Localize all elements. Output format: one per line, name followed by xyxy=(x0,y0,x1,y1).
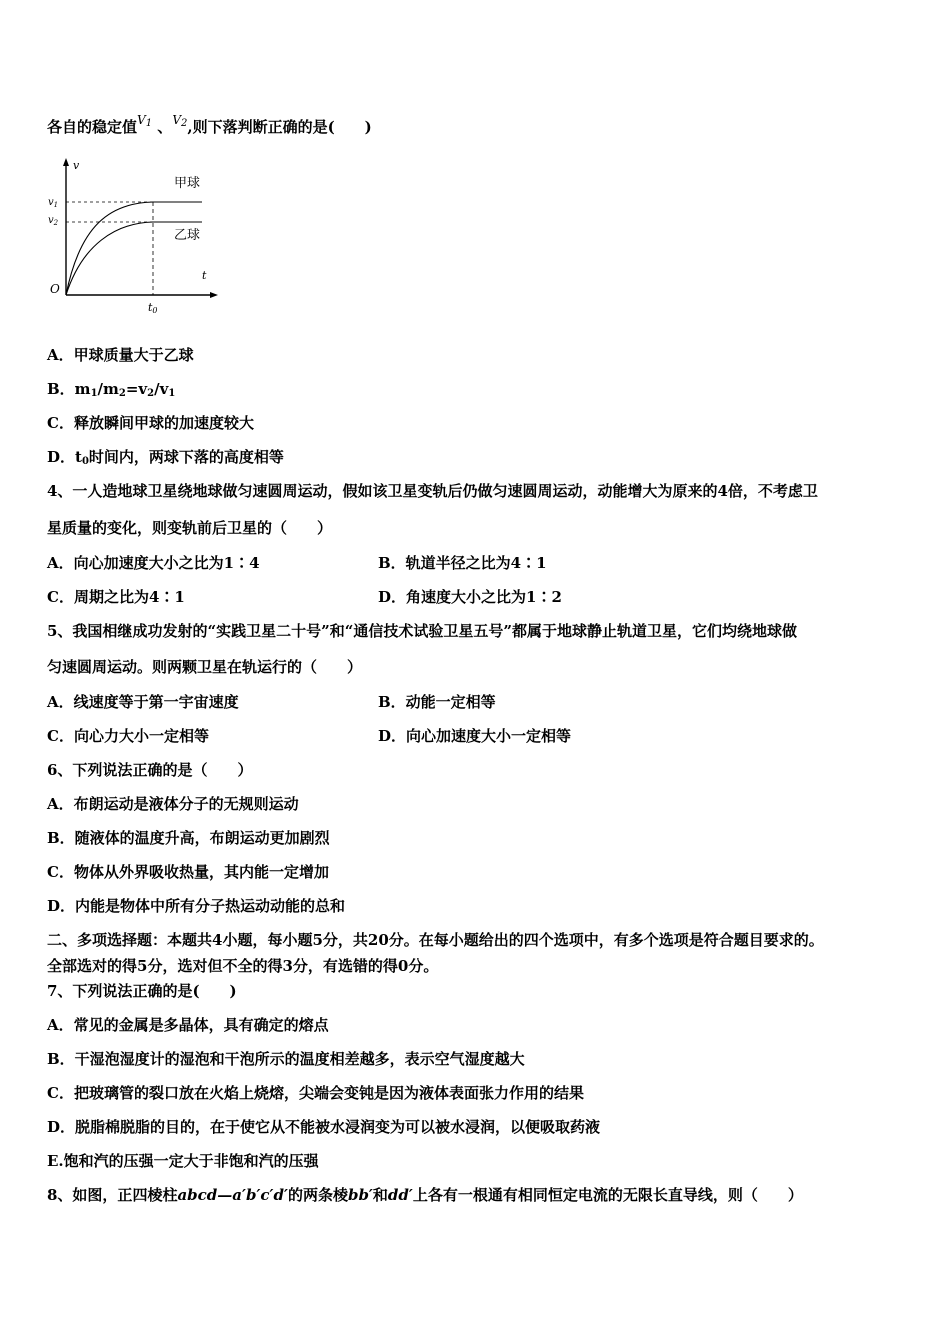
q6-option-c: C．物体从外界吸收热量，其内能一定增加 xyxy=(47,863,329,881)
q5-stem-line1: 5、我国相继成功发射的“实践卫星二十号”和“通信技术试验卫星五号”都属于地球静止轨道卫星，它们均绕地球做 xyxy=(47,622,797,640)
q3-stem: 各自的稳定值$^{V_1}$ 、$^{V_2}$,则下落判断正确的是( ) xyxy=(47,113,372,136)
v1-tick-label: $v_1$ xyxy=(48,197,59,209)
velocity-time-graph xyxy=(40,155,230,320)
jia-curve xyxy=(66,202,202,295)
jia-label: 甲球 xyxy=(174,176,201,191)
q8-stem: 8、如图，正四棱柱abcd—a′b′c′d′的两条棱bb′和dd′上各有一根通有相同恒定电流的无限长直导线，则（ ） xyxy=(47,1186,803,1204)
origin-label: O xyxy=(50,282,60,296)
q6-option-a: A．布朗运动是液体分子的无规则运动 xyxy=(47,795,299,813)
q7-option-e: E.饱和汽的压强一定大于非饱和汽的压强 xyxy=(47,1152,319,1170)
v-axis-arrow xyxy=(63,158,69,166)
q5-option-a: A．线速度等于第一宇宙速度 xyxy=(47,693,239,711)
v1-symbol: V1 xyxy=(137,113,153,129)
axis-v-label: v xyxy=(73,159,80,172)
q3-option-d: D．$t_0$时间内，两球下落的高度相等 xyxy=(47,448,284,467)
q7-stem: 7、下列说法正确的是( ) xyxy=(47,982,237,1000)
q7-option-c: C．把玻璃管的裂口放在火焰上烧熔，尖端会变钝是因为液体表面张力作用的结果 xyxy=(47,1084,584,1102)
v2-tick-label: $v_2$ xyxy=(48,215,59,227)
q4-option-d: D．角速度大小之比为1∶2 xyxy=(378,588,562,606)
t-axis-arrow xyxy=(210,292,218,298)
q7-option-b: B．干湿泡湿度计的湿泡和干泡所示的温度相差越多，表示空气湿度越大 xyxy=(47,1050,525,1068)
axis-t-label: t xyxy=(202,269,207,282)
section2-header-line2: 全部选对的得5分，选对但不全的得3分，有选错的得0分。 xyxy=(47,957,439,975)
yi-label: 乙球 xyxy=(174,228,201,243)
q4-option-a: A．向心加速度大小之比为1∶4 xyxy=(47,554,260,572)
q4-option-b: B．轨道半径之比为4∶1 xyxy=(378,554,547,572)
q6-option-d: D．内能是物体中所有分子热运动动能的总和 xyxy=(47,897,346,915)
q5-option-c: C．向心力大小一定相等 xyxy=(47,727,209,745)
q4-stem-line1: 4、一人造地球卫星绕地球做匀速圆周运动，假如该卫星变轨后仍做匀速圆周运动，动能增大为原来的4倍，不考虑卫 xyxy=(47,482,818,500)
t0-tick-label: t0 xyxy=(148,301,158,315)
q5-option-b: B．动能一定相等 xyxy=(378,693,496,711)
v2-symbol: V2 xyxy=(172,113,188,129)
q5-option-d: D．向心加速度大小一定相等 xyxy=(378,727,572,745)
q4-option-c: C．周期之比为4∶1 xyxy=(47,588,185,606)
section2-header-line1: 二、多项选择题：本题共4小题，每小题5分，共20分。在每小题给出的四个选项中，有多个选项是符合题目要求的。 xyxy=(47,931,824,949)
q6-stem: 6、下列说法正确的是（ ） xyxy=(47,761,253,779)
q5-stem-line2: 匀速圆周运动。则两颗卫星在轨运行的（ ） xyxy=(47,658,363,676)
q3-option-c: C．释放瞬间甲球的加速度较大 xyxy=(47,414,254,432)
q7-option-a: A．常见的金属是多晶体，具有确定的熔点 xyxy=(47,1016,329,1034)
q3-option-b: B．$m_1/m_2=v_2/v_1$ xyxy=(47,380,176,399)
q7-option-d: D．脱脂棉脱脂的目的，在于使它从不能被水浸润变为可以被水浸润，以便吸取药液 xyxy=(47,1118,601,1136)
q4-stem-line2: 星质量的变化，则变轨前后卫星的（ ） xyxy=(47,519,333,537)
q6-option-b: B．随液体的温度升高，布朗运动更加剧烈 xyxy=(47,829,330,847)
q3-option-a: A．甲球质量大于乙球 xyxy=(47,346,194,364)
